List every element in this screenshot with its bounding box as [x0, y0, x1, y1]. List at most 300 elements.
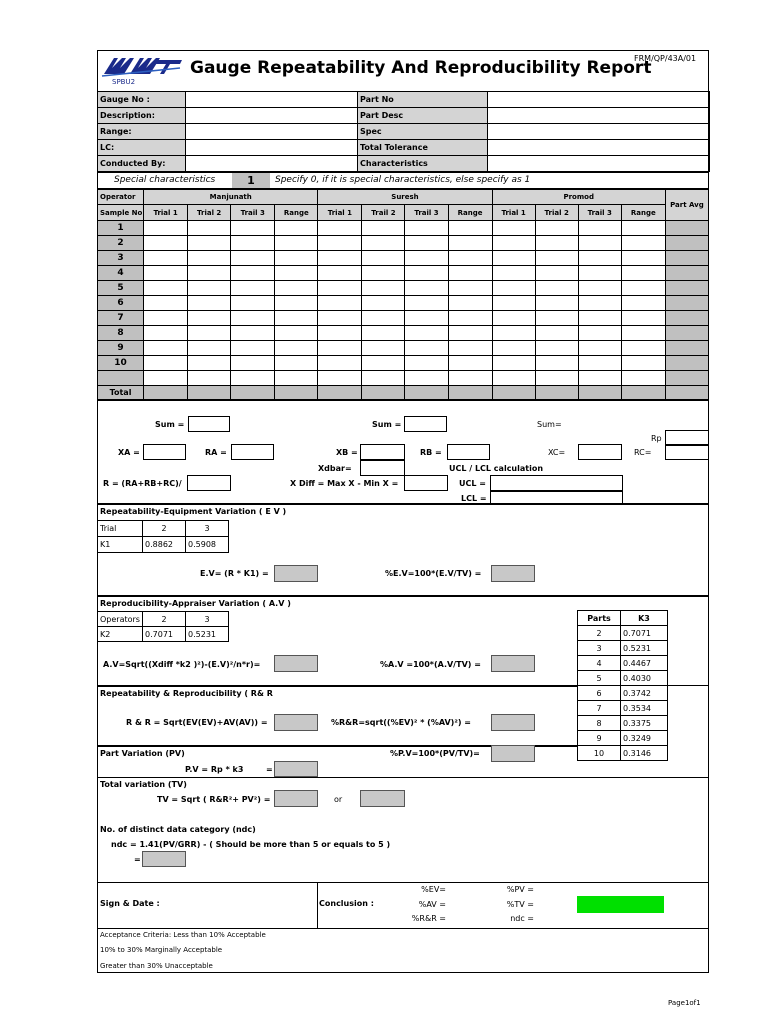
- info-right-label: Characteristics: [358, 156, 488, 172]
- sample-number: 6: [98, 296, 144, 311]
- gauge-info-table: [97, 91, 710, 172]
- rr-pct-result[interactable]: [491, 714, 535, 731]
- rb-label: RB =: [420, 448, 442, 457]
- info-right-value[interactable]: [488, 156, 710, 172]
- info-left-value[interactable]: [186, 124, 358, 140]
- part-avg-cell: [665, 266, 708, 281]
- part-avg-cell: [665, 236, 708, 251]
- measurement-cell[interactable]: [405, 356, 448, 371]
- ucl-lcl-heading: UCL / LCL calculation: [449, 464, 544, 473]
- measurement-cell[interactable]: [405, 326, 448, 341]
- tv-heading: Total variation (TV): [100, 780, 187, 789]
- pct-rr-label: %R&R =: [411, 914, 446, 923]
- measurement-cell[interactable]: [621, 266, 665, 281]
- trial-header: Trial 1: [318, 205, 362, 221]
- total-cell: [492, 386, 535, 400]
- info-right-label: Part No: [358, 92, 488, 108]
- measurement-cell[interactable]: [188, 356, 231, 371]
- measurement-cell[interactable]: [231, 371, 275, 386]
- xb-field[interactable]: [360, 444, 405, 460]
- total-label: Total: [98, 386, 144, 400]
- measurement-cell[interactable]: [318, 221, 362, 236]
- sample-number: 9: [98, 341, 144, 356]
- measurement-cell[interactable]: [621, 251, 665, 266]
- measurement-cell[interactable]: [448, 251, 492, 266]
- measurement-cell[interactable]: [144, 281, 188, 296]
- measurement-cell[interactable]: [144, 221, 188, 236]
- ndc-result[interactable]: [142, 851, 186, 867]
- part-avg-cell: [665, 296, 708, 311]
- sample-number: 10: [98, 356, 144, 371]
- trial-header: Range: [448, 205, 492, 221]
- k3-parts-header: Parts: [578, 611, 621, 626]
- operator-label: Operator: [98, 190, 144, 205]
- pv-heading: Part Variation (PV): [100, 749, 185, 758]
- sum-c-label: Sum=: [537, 420, 562, 429]
- pv-eq: =: [266, 765, 273, 774]
- measurement-cell[interactable]: [362, 311, 405, 326]
- info-left-label: Gauge No :: [98, 92, 186, 108]
- measurement-cell[interactable]: [318, 266, 362, 281]
- k3-table: [577, 610, 668, 761]
- measurement-cell[interactable]: [318, 326, 362, 341]
- xb-label: XB =: [336, 448, 358, 457]
- measurement-cell[interactable]: [448, 281, 492, 296]
- trial-header: Trail 3: [578, 205, 621, 221]
- k3-parts: 4: [578, 656, 621, 671]
- measurement-cell[interactable]: [144, 296, 188, 311]
- operators-label: Operators: [98, 612, 143, 627]
- measurement-cell[interactable]: [535, 221, 578, 236]
- sample-number: 3: [98, 251, 144, 266]
- part-avg-cell: [665, 281, 708, 296]
- trial-header: Trial 1: [144, 205, 188, 221]
- measurement-cell[interactable]: [188, 371, 231, 386]
- k3-parts: 3: [578, 641, 621, 656]
- trial-header: Trial 2: [188, 205, 231, 221]
- measurement-cell[interactable]: [362, 326, 405, 341]
- sum-a-field[interactable]: [188, 416, 230, 432]
- measurement-cell[interactable]: [275, 281, 318, 296]
- measurement-cell[interactable]: [275, 356, 318, 371]
- total-cell: [362, 386, 405, 400]
- part-avg-cell: [665, 251, 708, 266]
- measurement-cell[interactable]: [448, 311, 492, 326]
- measurement-cell[interactable]: [621, 326, 665, 341]
- info-right-label: Total Tolerance: [358, 140, 488, 156]
- tv-or: or: [334, 795, 343, 804]
- k3-value: 0.7071: [621, 626, 668, 641]
- measurement-cell[interactable]: [535, 236, 578, 251]
- measurement-cell[interactable]: [405, 221, 448, 236]
- measurement-cell[interactable]: [621, 236, 665, 251]
- measurement-cell[interactable]: [362, 236, 405, 251]
- measurement-cell[interactable]: [405, 266, 448, 281]
- part-avg-cell: [665, 356, 708, 371]
- sign-date-label: Sign & Date :: [100, 899, 160, 908]
- measurement-cell[interactable]: [144, 251, 188, 266]
- k3-value: 0.4030: [621, 671, 668, 686]
- pct-pv-label: %PV =: [506, 885, 534, 894]
- total-cell: [621, 386, 665, 400]
- trial-header: Trail 3: [231, 205, 275, 221]
- measurement-cell[interactable]: [275, 311, 318, 326]
- total-cell: [188, 386, 231, 400]
- measurement-cell[interactable]: [362, 356, 405, 371]
- measurement-cell[interactable]: [275, 251, 318, 266]
- total-cell: [231, 386, 275, 400]
- measurement-cell[interactable]: [188, 341, 231, 356]
- measurement-cell[interactable]: [578, 326, 621, 341]
- rc-label: RC=: [634, 448, 652, 457]
- measurement-cell[interactable]: [448, 326, 492, 341]
- special-value[interactable]: 1: [232, 173, 270, 188]
- k2-3: 0.5231: [186, 627, 229, 642]
- measurement-cell[interactable]: [318, 281, 362, 296]
- k2-2: 0.7071: [143, 627, 186, 642]
- measurement-cell[interactable]: [578, 221, 621, 236]
- measurement-cell[interactable]: [275, 266, 318, 281]
- measurement-cell[interactable]: [318, 311, 362, 326]
- form-code: FRM/QP/43A/01: [634, 54, 697, 63]
- measurement-cell[interactable]: [448, 266, 492, 281]
- measurement-cell[interactable]: [578, 236, 621, 251]
- measurement-cell[interactable]: [231, 326, 275, 341]
- pct-ev-label: %EV=: [421, 885, 446, 894]
- measurement-cell[interactable]: [492, 356, 535, 371]
- k3-value: 0.4467: [621, 656, 668, 671]
- measurement-cell[interactable]: [578, 341, 621, 356]
- r-field[interactable]: [187, 475, 231, 491]
- k2-label: K2: [98, 627, 143, 642]
- measurement-cell[interactable]: [621, 311, 665, 326]
- k3-value: 0.3375: [621, 716, 668, 731]
- measurement-cell[interactable]: [621, 281, 665, 296]
- report-title: Gauge Repeatability And Reproducibility Report: [190, 58, 652, 78]
- sample-number: 1: [98, 221, 144, 236]
- trial-header: Range: [275, 205, 318, 221]
- measurement-cell[interactable]: [405, 341, 448, 356]
- ucl-field[interactable]: [490, 475, 623, 491]
- k1-label: K1: [98, 537, 143, 553]
- measurement-cell[interactable]: [231, 281, 275, 296]
- measurement-cell[interactable]: [492, 371, 535, 386]
- measurement-cell[interactable]: [362, 251, 405, 266]
- conclusion-label: Conclusion :: [319, 899, 374, 908]
- measurement-cell[interactable]: [492, 221, 535, 236]
- measurement-cell[interactable]: [492, 251, 535, 266]
- total-cell: [275, 386, 318, 400]
- pv-formula: P.V = Rp * k3: [185, 765, 244, 774]
- total-cell: [318, 386, 362, 400]
- measurement-cell[interactable]: [492, 266, 535, 281]
- measurement-cell[interactable]: [318, 341, 362, 356]
- xdiff-field[interactable]: [404, 475, 448, 491]
- xc-label: XC=: [548, 448, 566, 457]
- rr-pct-formula: %R&R=sqrt((%EV)² * (%AV)²) =: [331, 718, 471, 727]
- info-left-value[interactable]: [186, 108, 358, 124]
- measurement-cell[interactable]: [578, 266, 621, 281]
- trial-label: Trial: [98, 521, 143, 537]
- measurement-cell[interactable]: [405, 281, 448, 296]
- measurement-cell[interactable]: [448, 341, 492, 356]
- measurement-cell[interactable]: [448, 356, 492, 371]
- pv-pct-result[interactable]: [491, 745, 535, 762]
- measurement-cell[interactable]: [362, 266, 405, 281]
- measurement-cell[interactable]: [621, 371, 665, 386]
- info-left-value[interactable]: [186, 156, 358, 172]
- measurement-cell[interactable]: [362, 341, 405, 356]
- ucl-label: UCL =: [459, 479, 486, 488]
- k3-value: 0.3534: [621, 701, 668, 716]
- k3-value: 0.5231: [621, 641, 668, 656]
- measurement-cell[interactable]: [231, 341, 275, 356]
- info-right-value[interactable]: [488, 124, 710, 140]
- sample-number: 8: [98, 326, 144, 341]
- k3-value: 0.3742: [621, 686, 668, 701]
- trial-header: Trial 2: [535, 205, 578, 221]
- measurement-cell[interactable]: [275, 296, 318, 311]
- k3-parts: 10: [578, 746, 621, 761]
- av-heading: Reproducibility-Appraiser Variation ( A.V ): [100, 599, 291, 608]
- ev-pct-formula: %E.V=100*(E.V/TV) =: [385, 569, 482, 578]
- measurement-cell[interactable]: [144, 266, 188, 281]
- measurement-cell[interactable]: [188, 221, 231, 236]
- ndc-label: ndc =: [510, 914, 534, 923]
- part-avg-cell: [665, 221, 708, 236]
- k3-parts: 2: [578, 626, 621, 641]
- trial-header: Range: [621, 205, 665, 221]
- measurement-cell[interactable]: [188, 251, 231, 266]
- measurement-cell[interactable]: [578, 371, 621, 386]
- info-left-value[interactable]: [186, 92, 358, 108]
- measurement-cell[interactable]: [231, 236, 275, 251]
- measurement-cell[interactable]: [144, 371, 188, 386]
- measurement-cell[interactable]: [492, 311, 535, 326]
- pct-tv-label: %TV =: [506, 900, 534, 909]
- info-right-label: Part Desc: [358, 108, 488, 124]
- measurement-cell[interactable]: [318, 236, 362, 251]
- measurement-cell[interactable]: [448, 371, 492, 386]
- measurement-cell[interactable]: [492, 341, 535, 356]
- measurement-cell[interactable]: [535, 371, 578, 386]
- measurement-cell[interactable]: [492, 296, 535, 311]
- page-number: Page1of1: [668, 999, 701, 1007]
- r-formula-label: R = (RA+RB+RC)/: [103, 479, 182, 488]
- measurement-cell[interactable]: [621, 356, 665, 371]
- sum-b-field[interactable]: [404, 416, 447, 432]
- xdbar-field[interactable]: [360, 460, 405, 476]
- xa-field[interactable]: [143, 444, 186, 460]
- part-avg-cell: [665, 326, 708, 341]
- measurement-cell[interactable]: [405, 311, 448, 326]
- measurement-cell[interactable]: [621, 221, 665, 236]
- measurement-cell[interactable]: [535, 341, 578, 356]
- criteria-unacceptable: Greater than 30% Unacceptable: [100, 962, 213, 970]
- measurement-cell[interactable]: [405, 371, 448, 386]
- measurement-cell[interactable]: [535, 266, 578, 281]
- measurement-cell[interactable]: [144, 311, 188, 326]
- rb-field[interactable]: [447, 444, 490, 460]
- measurement-cell[interactable]: [231, 266, 275, 281]
- part-avg-cell: [665, 371, 708, 386]
- measurement-cell[interactable]: [144, 236, 188, 251]
- k3-value: 0.3249: [621, 731, 668, 746]
- trial-3: 3: [186, 521, 229, 537]
- total-cell: [405, 386, 448, 400]
- measurement-cell[interactable]: [362, 281, 405, 296]
- measurement-cell[interactable]: [188, 311, 231, 326]
- measurement-cell[interactable]: [188, 296, 231, 311]
- measurement-cell[interactable]: [188, 266, 231, 281]
- xa-label: XA =: [118, 448, 140, 457]
- ra-label: RA =: [205, 448, 227, 457]
- measurement-cell[interactable]: [535, 326, 578, 341]
- ndc-eq: =: [134, 855, 141, 864]
- pv-result[interactable]: [274, 761, 318, 777]
- operator-name: Suresh: [318, 190, 492, 205]
- pv-pct-formula: %P.V=100*(PV/TV)=: [390, 749, 480, 758]
- measurement-cell[interactable]: [405, 296, 448, 311]
- measurement-cell[interactable]: [535, 311, 578, 326]
- k3-value: 0.3146: [621, 746, 668, 761]
- lcl-field[interactable]: [490, 491, 623, 504]
- measurement-cell[interactable]: [144, 341, 188, 356]
- measurement-cell[interactable]: [231, 296, 275, 311]
- measurement-cell[interactable]: [188, 326, 231, 341]
- k1-table: [97, 520, 229, 553]
- measurement-cell[interactable]: [275, 326, 318, 341]
- sample-number: [98, 371, 144, 386]
- k1-3: 0.5908: [186, 537, 229, 553]
- xc-field[interactable]: [578, 444, 622, 460]
- measurement-cell[interactable]: [318, 356, 362, 371]
- tv-result[interactable]: [274, 790, 318, 807]
- ndc-heading: No. of distinct data category (ndc): [100, 825, 256, 834]
- sample-no-header: Sample No: [98, 205, 144, 221]
- part-avg-cell: [665, 341, 708, 356]
- sample-number: 2: [98, 236, 144, 251]
- measurement-cell[interactable]: [275, 236, 318, 251]
- company-logo: [100, 54, 184, 88]
- measurement-cell[interactable]: [578, 356, 621, 371]
- part-avg-cell: [665, 311, 708, 326]
- measurement-cell[interactable]: [578, 296, 621, 311]
- conclusion-status-indicator: [577, 896, 664, 913]
- info-left-label: Range:: [98, 124, 186, 140]
- measurement-cell[interactable]: [318, 371, 362, 386]
- measurement-cell[interactable]: [448, 296, 492, 311]
- info-right-label: Spec: [358, 124, 488, 140]
- info-right-value[interactable]: [488, 92, 710, 108]
- operator-name: Promod: [492, 190, 665, 205]
- special-label: Special characteristics: [114, 175, 216, 185]
- ev-pct-result[interactable]: [491, 565, 535, 582]
- pct-av-label: %AV =: [418, 900, 446, 909]
- ra-field[interactable]: [231, 444, 274, 460]
- measurement-cell[interactable]: [231, 311, 275, 326]
- logo-icon: [100, 54, 184, 78]
- k3-parts: 6: [578, 686, 621, 701]
- measurement-cell[interactable]: [535, 356, 578, 371]
- k3-header: K3: [621, 611, 668, 626]
- trial-2: 2: [143, 521, 186, 537]
- measurement-cell[interactable]: [362, 371, 405, 386]
- measurement-cell[interactable]: [318, 296, 362, 311]
- op-3: 3: [186, 612, 229, 627]
- measurement-cell[interactable]: [405, 236, 448, 251]
- ev-formula: E.V= (R * K1) =: [200, 569, 269, 578]
- measurement-cell[interactable]: [448, 236, 492, 251]
- measurement-cell[interactable]: [318, 251, 362, 266]
- measurement-cell[interactable]: [578, 311, 621, 326]
- av-pct-result[interactable]: [491, 655, 535, 672]
- measurement-cell[interactable]: [144, 326, 188, 341]
- k3-parts: 7: [578, 701, 621, 716]
- info-left-label: Description:: [98, 108, 186, 124]
- measurement-cell[interactable]: [535, 296, 578, 311]
- measurement-cell[interactable]: [231, 356, 275, 371]
- measurement-cell[interactable]: [144, 356, 188, 371]
- measurement-cell[interactable]: [275, 221, 318, 236]
- ndc-formula: ndc = 1.41(PV/GRR) - ( Should be more than 5 or equals to 5 ): [111, 840, 391, 849]
- measurement-cell[interactable]: [492, 281, 535, 296]
- av-result[interactable]: [274, 655, 318, 672]
- rr-formula: R & R = Sqrt(EV(EV)+AV(AV)) =: [126, 718, 268, 727]
- info-left-label: Conducted By:: [98, 156, 186, 172]
- av-pct-formula: %A.V =100*(A.V/TV) =: [380, 660, 481, 669]
- measurement-cell[interactable]: [405, 251, 448, 266]
- xdbar-label: Xdbar=: [318, 464, 352, 473]
- operator-name: Manjunath: [144, 190, 318, 205]
- measurement-cell[interactable]: [578, 281, 621, 296]
- measurement-cell[interactable]: [621, 296, 665, 311]
- measurement-cell[interactable]: [448, 221, 492, 236]
- rc-field[interactable]: [665, 444, 709, 460]
- measurement-cell[interactable]: [188, 281, 231, 296]
- info-right-value[interactable]: [488, 140, 710, 156]
- ev-result[interactable]: [274, 565, 318, 582]
- measurement-cell[interactable]: [231, 251, 275, 266]
- measurement-cell[interactable]: [621, 341, 665, 356]
- total-cell: [535, 386, 578, 400]
- measurement-cell[interactable]: [231, 221, 275, 236]
- tv-alt-result[interactable]: [360, 790, 405, 807]
- k3-parts: 9: [578, 731, 621, 746]
- measurement-cell[interactable]: [535, 281, 578, 296]
- ev-heading: Repeatability-Equipment Variation ( E V ): [100, 507, 287, 516]
- measurement-cell[interactable]: [535, 251, 578, 266]
- measurement-cell[interactable]: [275, 341, 318, 356]
- measurement-cell[interactable]: [362, 296, 405, 311]
- rr-result[interactable]: [274, 714, 318, 731]
- measurement-cell[interactable]: [275, 371, 318, 386]
- info-right-value[interactable]: [488, 108, 710, 124]
- measurement-cell[interactable]: [362, 221, 405, 236]
- measurement-cell[interactable]: [578, 251, 621, 266]
- measurement-cell[interactable]: [188, 236, 231, 251]
- measurement-cell[interactable]: [492, 236, 535, 251]
- sample-number: 4: [98, 266, 144, 281]
- trial-header: Trail 2: [362, 205, 405, 221]
- total-cell: [144, 386, 188, 400]
- k2-table: [97, 611, 229, 642]
- measurement-cell[interactable]: [492, 326, 535, 341]
- trial-header: Trial 1: [492, 205, 535, 221]
- total-avg-cell: [665, 386, 708, 400]
- info-left-value[interactable]: [186, 140, 358, 156]
- part-avg-header: Part Avg: [665, 190, 708, 221]
